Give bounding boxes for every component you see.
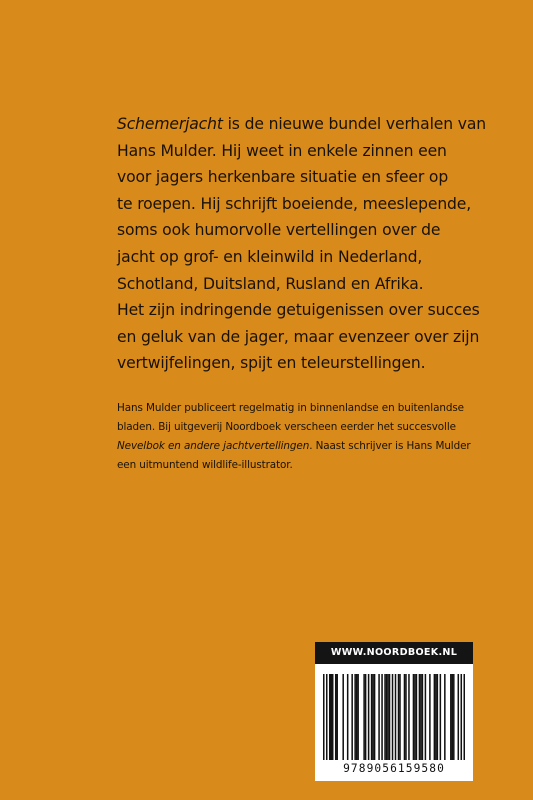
barcode-bar <box>425 674 427 760</box>
book-title: Schemerjacht <box>117 115 223 133</box>
blurb-line: vertwijfelingen, spijt en teleurstellingen. <box>117 354 426 373</box>
barcode-bar <box>363 674 365 760</box>
blurb-line: soms ook humorvolle vertellingen over de <box>117 221 441 240</box>
barcode-bar <box>357 674 359 760</box>
barcode-bar <box>450 674 452 760</box>
blurb-line: te roepen. Hij schrijft boeiende, meeslepende, <box>117 194 472 213</box>
blurb-line: jacht op grof- en kleinwild in Nederland, <box>117 247 423 266</box>
bio-line: een uitmuntend wildlife-illustrator. <box>117 459 293 471</box>
barcode-bar <box>444 674 446 760</box>
author-bio <box>117 399 471 475</box>
barcode-bar <box>440 674 442 760</box>
barcode-bar <box>395 674 397 760</box>
barcode-bar <box>371 674 373 760</box>
barcode-bar <box>384 674 386 760</box>
barcode-bar <box>326 674 328 760</box>
barcode-bar <box>452 674 454 760</box>
barcode-bar <box>437 674 439 760</box>
barcode-bar <box>399 674 401 760</box>
barcode-bar <box>405 674 407 760</box>
blurb-line: Schemerjacht is de nieuwe bundel verhalen van <box>117 115 486 133</box>
barcode-bar <box>404 674 406 760</box>
barcode-bar <box>389 674 391 760</box>
barcode-bar <box>413 674 415 760</box>
barcode-bar <box>429 674 431 760</box>
barcode-bar <box>422 674 424 760</box>
barcode-bar <box>336 674 338 760</box>
barcode-bar <box>332 674 334 760</box>
blurb-line: Schotland, Duitsland, Rusland en Afrika. <box>117 274 424 293</box>
barcode-bar <box>386 674 388 760</box>
barcode-bar <box>408 674 410 760</box>
barcode-bar <box>420 674 422 760</box>
blurb-line: voor jagers herkenbare situatie en sfeer op <box>117 168 449 187</box>
barcode-bar <box>392 674 394 760</box>
barcode-bar <box>365 674 367 760</box>
barcode-bar <box>351 674 353 760</box>
barcode-bar <box>419 674 421 760</box>
barcode-bar <box>323 674 325 760</box>
barcode-bar <box>374 674 376 760</box>
barcode-bar <box>398 674 400 760</box>
barcode-bar <box>435 674 437 760</box>
barcode-bar <box>356 674 358 760</box>
barcode-bar <box>414 674 416 760</box>
previous-book-title: Nevelbok en andere jachtvertellingen <box>117 440 310 452</box>
isbn-number: 9789056159580 <box>323 761 465 777</box>
barcode-bar <box>347 674 349 760</box>
barcode-bar <box>461 674 463 760</box>
barcode-bar <box>368 674 370 760</box>
barcode-bar <box>387 674 389 760</box>
barcode-bar <box>372 674 374 760</box>
barcode-bar <box>458 674 460 760</box>
blurb-line: Het zijn indringende getuigenissen over succes <box>117 301 480 320</box>
barcode-bars <box>323 674 465 760</box>
barcode-bar <box>453 674 455 760</box>
blurb-line: Hans Mulder. Hij weet in enkele zinnen een <box>117 141 447 160</box>
barcode-bar <box>416 674 418 760</box>
bio-line: bladen. Bij uitgeverij Noordboek verscheen eerder het succesvolle <box>117 421 456 433</box>
barcode-bar <box>464 674 465 760</box>
barcode-bar <box>434 674 436 760</box>
bio-line: Hans Mulder publiceert regelmatig in binnenlandse en buitenlandse <box>117 402 464 414</box>
bio-line: Nevelbok en andere jachtvertellingen. Naast schrijver is Hans Mulder <box>117 440 471 452</box>
publisher-website: WWW.NOORDBOEK.NL <box>315 642 473 664</box>
barcode-bar <box>330 674 332 760</box>
barcode-bar <box>378 674 380 760</box>
barcode-bar <box>381 674 383 760</box>
barcode-bar <box>342 674 344 760</box>
barcode-bar <box>335 674 337 760</box>
blurb-line: en geluk van de jager, maar evenzeer over zijn <box>117 327 480 346</box>
barcode-panel <box>315 642 473 781</box>
barcode-bar <box>329 674 331 760</box>
barcode-bar <box>354 674 356 760</box>
blurb-paragraph <box>117 111 486 377</box>
